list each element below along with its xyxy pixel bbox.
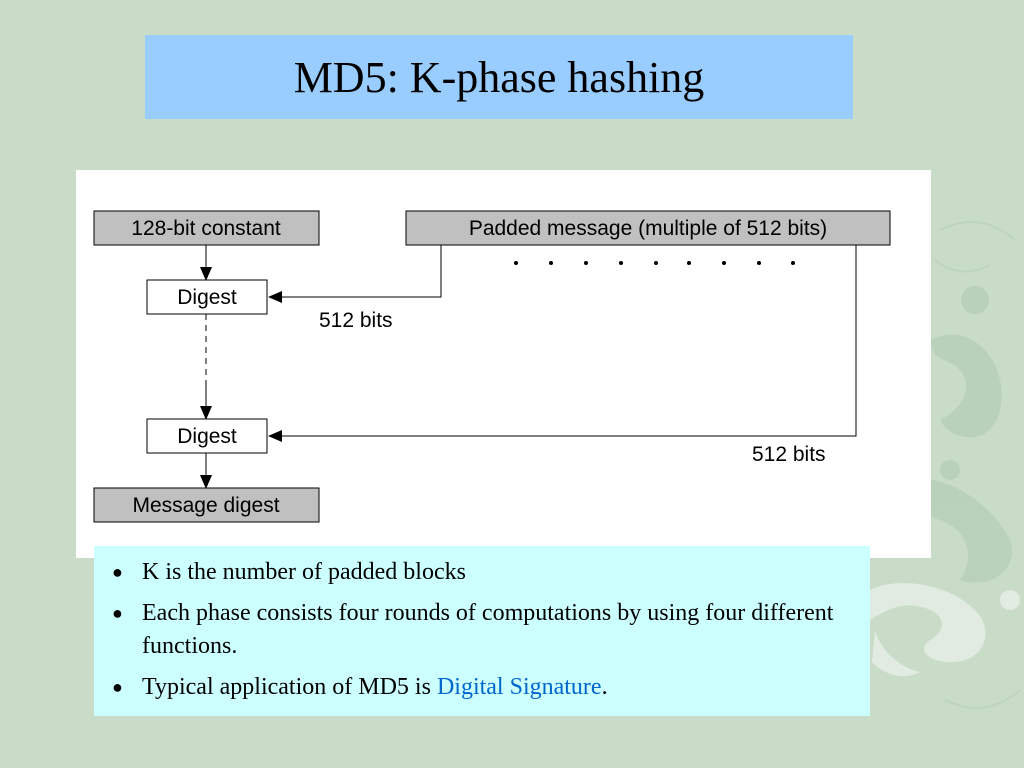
md5-flow-diagram [76, 170, 931, 558]
bullet-list [108, 556, 854, 704]
bullet-dot-icon: ● [112, 562, 123, 582]
diagram-panel [76, 170, 931, 558]
bits-label-2: 512 bits [752, 443, 826, 466]
digital-signature-link[interactable]: Digital Signature [436, 674, 602, 700]
bullet-dot-icon: ● [112, 677, 123, 697]
bullet-text-3-prefix: Typical application of MD5 is [142, 674, 437, 700]
bullet-text-3-suffix: . [601, 674, 608, 700]
constant-label: 128-bit constant [131, 217, 281, 240]
bullet-dot-icon: ● [112, 603, 123, 623]
bullet-item [108, 597, 854, 663]
bits-label-1: 512 bits [319, 309, 393, 332]
bullet-text-1: K is the number of padded blocks [142, 559, 466, 585]
connector-message-to-digest-top [269, 245, 441, 297]
bullet-item [108, 556, 854, 589]
slide-title: MD5: K-phase hashing [293, 52, 705, 102]
bullet-text-2: Each phase consists four rounds of computations by using four different functions. [142, 600, 834, 659]
digest-bottom-label: Digest [177, 425, 237, 448]
connector-message-to-digest-bottom [269, 245, 856, 436]
bullet-item [108, 671, 854, 704]
ellipsis-dots [514, 261, 795, 265]
padded-message-label: Padded message (multiple of 512 bits) [468, 217, 828, 240]
bullet-list-panel [94, 546, 870, 716]
message-digest-label: Message digest [132, 494, 280, 517]
digest-top-label: Digest [177, 286, 237, 309]
title-banner [145, 35, 853, 119]
